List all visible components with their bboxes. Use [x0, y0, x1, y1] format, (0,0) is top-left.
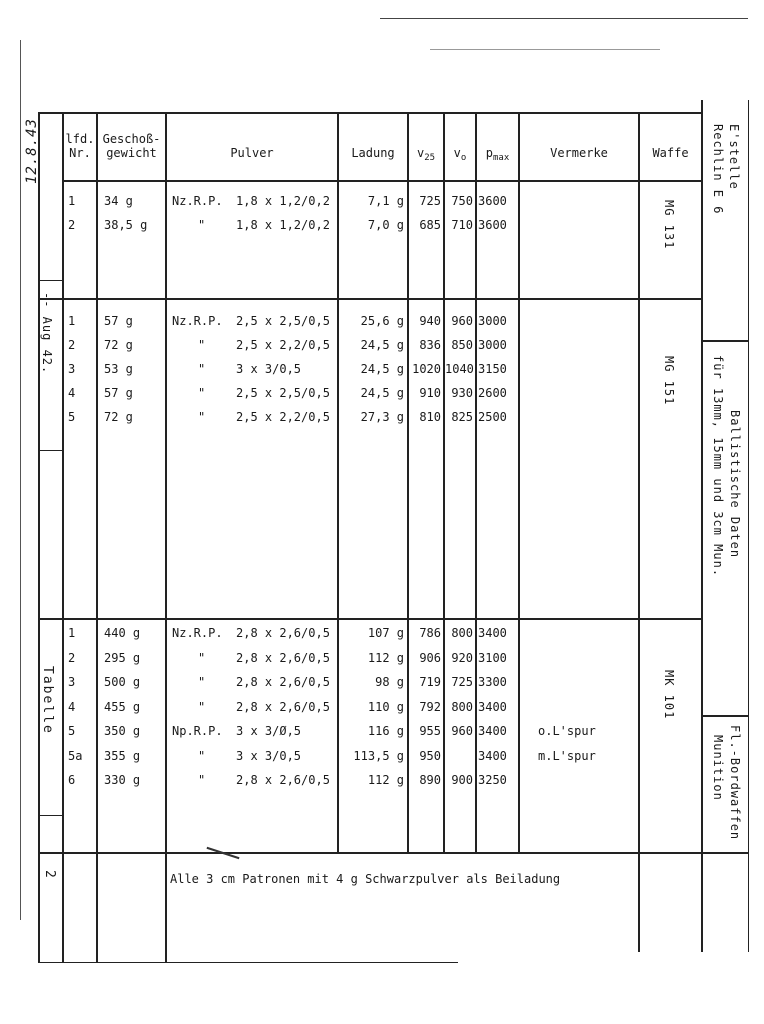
- waffe-mg151: MG 151: [662, 356, 676, 406]
- cell-vo: 1040: [445, 362, 474, 376]
- group-divider-3: [38, 852, 748, 854]
- cell-pulver: 2,8 x 2,6/0,5: [236, 699, 330, 714]
- cell-nr: 2: [68, 338, 76, 352]
- cell-vermerke: m.L'spur: [538, 748, 596, 763]
- cell-ladung: 27,3 g: [360, 410, 404, 424]
- cell-pulver: 2,5 x 2,2/0,5: [236, 338, 330, 352]
- cell-gewicht: 53 g: [104, 362, 133, 376]
- left-scan-edge: [20, 40, 21, 920]
- header-pmax: $p_{max}$: [485, 146, 510, 163]
- cell-nr: 5a: [68, 748, 83, 763]
- cell-pulver: 2,8 x 2,6/0,5: [236, 650, 330, 665]
- header-ladung: Ladung: [351, 146, 395, 160]
- date-stamp: -- Aug 42.: [40, 292, 54, 375]
- cell-pmax: 3600: [478, 194, 507, 208]
- estelle-line-2: Rechlin E 6: [711, 124, 725, 215]
- header-top: [38, 112, 702, 114]
- cell-nr: 1: [68, 194, 76, 208]
- cell-v25: 792: [419, 699, 441, 714]
- cell-vo: 825: [451, 410, 473, 424]
- cell-vo: 800: [451, 626, 473, 640]
- cell-ladung: 7,0 g: [367, 218, 404, 232]
- col-line-right: [701, 100, 703, 952]
- cell-pmax: 3000: [478, 338, 507, 352]
- waffe-mk101: MK 101: [662, 670, 676, 720]
- cell-vo: 800: [451, 699, 473, 714]
- header-waffe: Waffe: [652, 146, 689, 160]
- cell-v25: 786: [419, 626, 441, 640]
- cell-pulver-prefix: ": [198, 410, 206, 424]
- cell-v25: 725: [419, 194, 441, 208]
- cell-v25: 685: [419, 218, 441, 232]
- cell-gewicht: 355 g: [104, 748, 141, 763]
- cell-pulver: 2,5 x 2,2/0,5: [236, 410, 330, 424]
- cell-pulver-prefix: ": [198, 773, 206, 787]
- header-vo: $v_o$: [453, 146, 467, 163]
- footnote: Alle 3 cm Patronen mit 4 g Schwarzpulver als Beiladung: [170, 872, 561, 886]
- col-line-pmax: [475, 112, 477, 852]
- cell-ladung: 112 g: [367, 773, 404, 787]
- cell-gewicht: 295 g: [104, 650, 141, 665]
- page-number: 2: [42, 870, 57, 879]
- cell-v25: 890: [419, 773, 441, 787]
- cell-ladung: 107 g: [367, 626, 404, 640]
- right-panel-divider-2: [701, 715, 748, 717]
- estelle-line-1: E'stelle: [727, 124, 741, 190]
- right-panel-divider-1: [701, 340, 748, 342]
- cell-nr: 5: [68, 724, 76, 738]
- cell-pmax: 2500: [478, 410, 507, 424]
- cell-ladung: 110 g: [367, 699, 404, 714]
- cell-pmax: 3300: [478, 675, 507, 689]
- cell-pulver-prefix: ": [198, 362, 206, 376]
- cell-pmax: 3400: [478, 748, 507, 763]
- handwritten-date: 12.8.43: [24, 118, 40, 185]
- cell-pulver: 2,5 x 2,5/0,5: [236, 314, 330, 328]
- col-line-pulver: [165, 112, 167, 962]
- cell-vo: 725: [451, 675, 473, 689]
- cell-v25: 810: [419, 410, 441, 424]
- header-lfd-nr: lfd. Nr.: [65, 132, 95, 160]
- header-pulver: Pulver: [230, 146, 274, 160]
- cell-pulver-prefix: ": [198, 699, 206, 714]
- cell-vo: 960: [451, 314, 473, 328]
- cell-vo: 750: [451, 194, 473, 208]
- cell-pulver: 3 x 3/Ø,5: [236, 724, 302, 738]
- margin-divider-2: [38, 450, 62, 451]
- col-line-nr: [62, 112, 64, 962]
- cell-gewicht: 72 g: [104, 410, 133, 424]
- cell-pulver-prefix: Np.R.P.: [172, 724, 223, 738]
- cell-nr: 2: [68, 218, 76, 232]
- cell-pmax: 3100: [478, 650, 507, 665]
- cell-nr: 4: [68, 386, 76, 400]
- cell-pulver-prefix: Nz.R.P.: [172, 626, 223, 640]
- cell-ladung: 24,5 g: [360, 338, 404, 352]
- cell-gewicht: 38,5 g: [104, 218, 148, 232]
- cell-vermerke: o.L'spur: [538, 724, 596, 738]
- cell-pulver-prefix: ": [198, 386, 206, 400]
- header-geschoss-gewicht: Geschoß- gewicht: [102, 132, 161, 160]
- cell-vo: 850: [451, 338, 473, 352]
- cell-pmax: 3400: [478, 724, 507, 738]
- cell-ladung: 112 g: [367, 650, 404, 665]
- col-line-waffe: [638, 112, 640, 952]
- col-line-gewicht: [96, 112, 98, 962]
- group-divider-1: [38, 298, 702, 300]
- cell-gewicht: 34 g: [104, 194, 133, 208]
- bordwaffen-line-2: Munition: [711, 735, 725, 801]
- ballistic-line-1: für 13mm, 15mm und 3cm Mun.: [711, 355, 725, 578]
- cell-pulver-prefix: ": [198, 338, 206, 352]
- cell-pulver: 2,8 x 2,6/0,5: [236, 626, 330, 640]
- cell-pulver: 2,8 x 2,6/0,5: [236, 675, 330, 689]
- cell-vo: 900: [451, 773, 473, 787]
- cell-vo: 710: [451, 218, 473, 232]
- cell-pulver-prefix: ": [198, 675, 206, 689]
- cell-nr: 3: [68, 675, 76, 689]
- header-v25: $v_{25}$: [416, 146, 436, 163]
- cell-v25: 940: [419, 314, 441, 328]
- cell-pulver-prefix: ": [198, 650, 206, 665]
- cell-ladung: 98 g: [375, 675, 404, 689]
- cell-pulver: 2,5 x 2,5/0,5: [236, 386, 330, 400]
- cell-v25: 1020: [412, 362, 441, 376]
- bottom-rule: [38, 962, 458, 963]
- tabelle-label: Tabelle: [40, 666, 55, 735]
- cell-gewicht: 330 g: [104, 773, 141, 787]
- cell-nr: 1: [68, 314, 76, 328]
- cell-pmax: 3400: [478, 699, 507, 714]
- cell-ladung: 24,5 g: [360, 386, 404, 400]
- cell-vo: 960: [451, 724, 473, 738]
- cell-vo: 920: [451, 650, 473, 665]
- cell-ladung: 24,5 g: [360, 362, 404, 376]
- cell-pulver: 3 x 3/0,5: [236, 748, 302, 763]
- cell-ladung: 7,1 g: [367, 194, 404, 208]
- frame-left: [38, 112, 40, 962]
- ballistic-line-2: Ballistische Daten: [728, 410, 742, 559]
- cell-pulver-prefix: Nz.R.P.: [172, 194, 223, 208]
- cell-gewicht: 57 g: [104, 314, 133, 328]
- cell-ladung: 25,6 g: [360, 314, 404, 328]
- top-rule: [380, 18, 748, 19]
- cell-gewicht: 350 g: [104, 724, 141, 738]
- cell-nr: 2: [68, 650, 76, 665]
- frame-right: [748, 100, 749, 952]
- cell-gewicht: 57 g: [104, 386, 133, 400]
- margin-divider-1: [38, 280, 62, 281]
- cell-v25: 910: [419, 386, 441, 400]
- waffe-mg131: MG 131: [662, 200, 676, 250]
- cell-v25: 836: [419, 338, 441, 352]
- cell-gewicht: 440 g: [104, 626, 141, 640]
- cell-pulver: 1,8 x 1,2/0,2: [236, 194, 330, 208]
- header-vermerke: Vermerke: [550, 146, 608, 160]
- cell-vo: 930: [451, 386, 473, 400]
- cell-pulver-prefix: ": [198, 218, 206, 232]
- cell-gewicht: 72 g: [104, 338, 133, 352]
- cell-pmax: 3600: [478, 218, 507, 232]
- cell-gewicht: 455 g: [104, 699, 141, 714]
- header-bottom: [62, 180, 702, 182]
- cell-v25: 719: [419, 675, 441, 689]
- cell-pmax: 3000: [478, 314, 507, 328]
- cell-pulver: 2,8 x 2,6/0,5: [236, 773, 330, 787]
- cell-nr: 5: [68, 410, 76, 424]
- cell-nr: 6: [68, 773, 76, 787]
- cell-pulver-prefix: Nz.R.P.: [172, 314, 223, 328]
- top-rule-2: [430, 49, 660, 50]
- cell-ladung: 116 g: [367, 724, 404, 738]
- cell-pmax: 3400: [478, 626, 507, 640]
- cell-v25: 906: [419, 650, 441, 665]
- cell-pulver: 3 x 3/0,5: [236, 362, 302, 376]
- cell-nr: 1: [68, 626, 76, 640]
- cell-nr: 4: [68, 699, 76, 714]
- cell-ladung: 113,5 g: [353, 748, 404, 763]
- cell-pmax: 3250: [478, 773, 507, 787]
- bordwaffen-line-1: Fl.-Bordwaffen: [728, 725, 742, 841]
- cell-v25: 950: [419, 748, 441, 763]
- cell-nr: 3: [68, 362, 76, 376]
- cell-v25: 955: [419, 724, 441, 738]
- cell-pmax: 2600: [478, 386, 507, 400]
- col-line-vermerke: [518, 112, 520, 852]
- group-divider-2: [38, 618, 702, 620]
- cell-pulver: 1,8 x 1,2/0,2: [236, 218, 330, 232]
- col-line-ladung: [337, 112, 339, 852]
- margin-divider-3: [38, 815, 62, 816]
- cell-pmax: 3150: [478, 362, 507, 376]
- cell-gewicht: 500 g: [104, 675, 141, 689]
- cell-pulver-prefix: ": [198, 748, 206, 763]
